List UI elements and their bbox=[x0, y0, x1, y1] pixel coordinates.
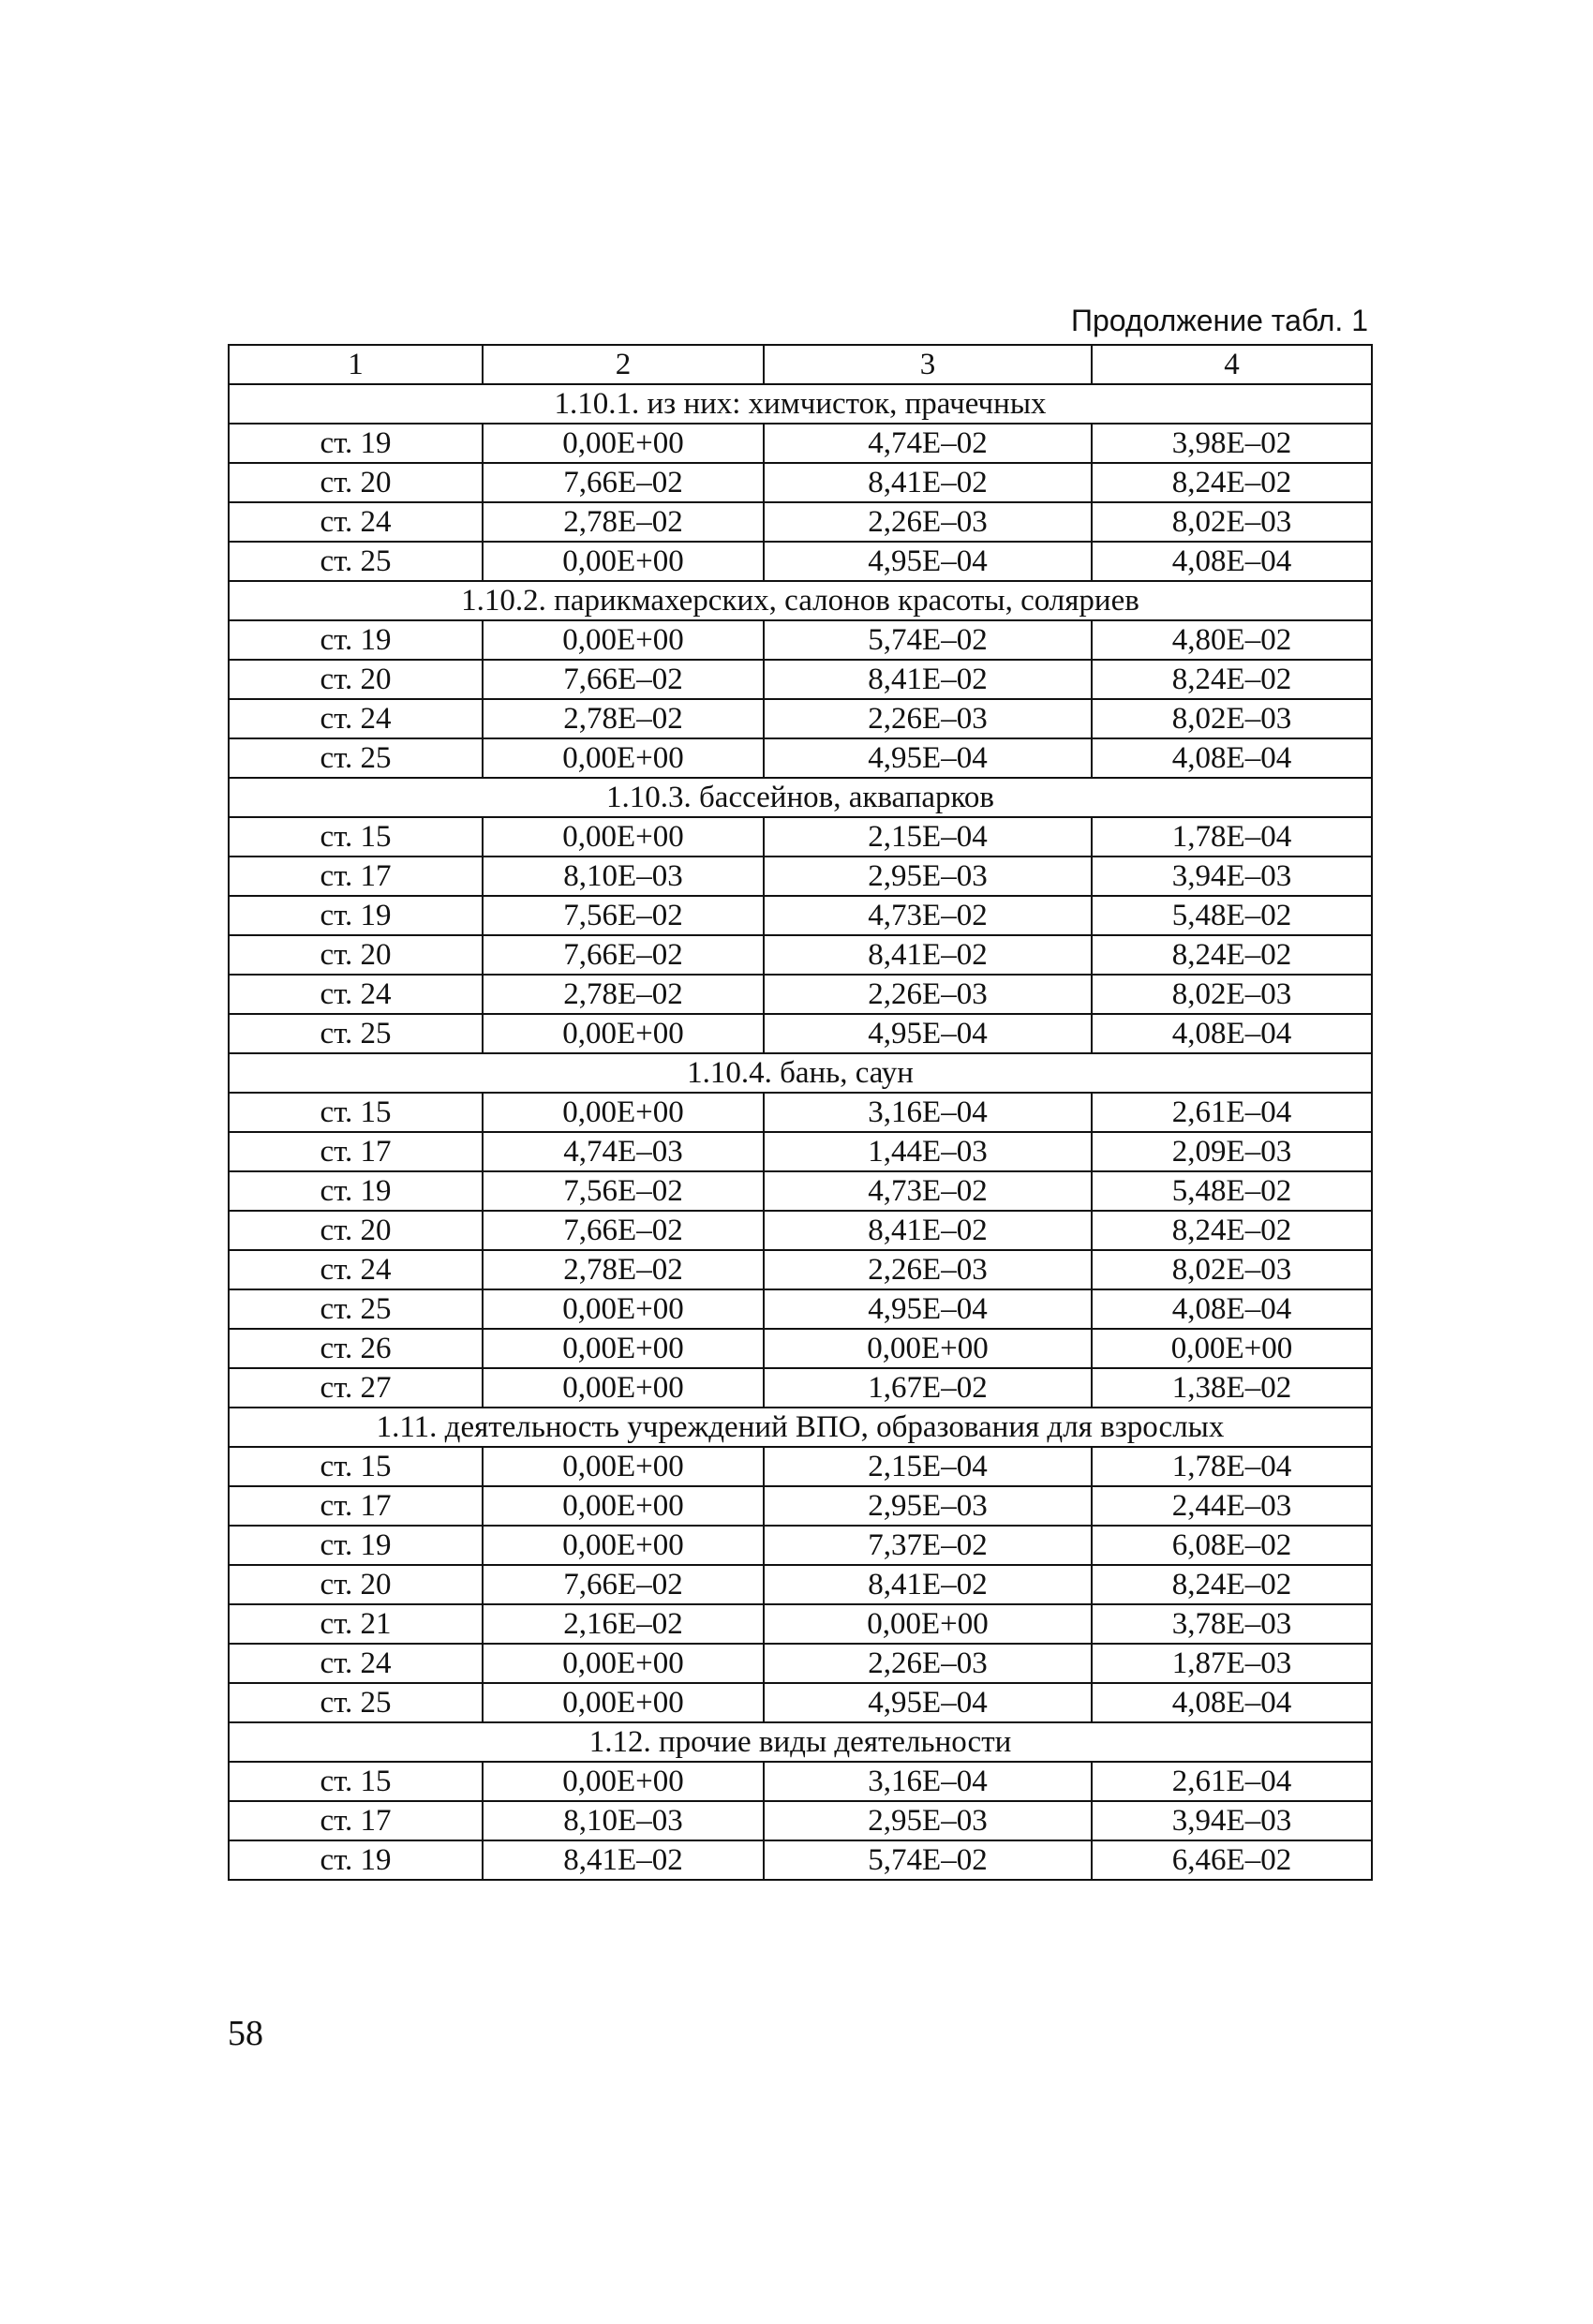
table-row bbox=[229, 857, 1372, 896]
value-cell: 3,78E–03 bbox=[1092, 1604, 1372, 1644]
value-cell: 2,61E–04 bbox=[1092, 1762, 1372, 1801]
row-label-cell: ст. 21 bbox=[229, 1604, 483, 1644]
table-row bbox=[229, 975, 1372, 1014]
table-row bbox=[229, 1447, 1372, 1486]
row-label-cell: ст. 19 bbox=[229, 1526, 483, 1565]
row-label-cell: ст. 25 bbox=[229, 1683, 483, 1722]
table-row bbox=[229, 1840, 1372, 1880]
table-row bbox=[229, 1329, 1372, 1368]
row-label-cell: ст. 24 bbox=[229, 699, 483, 738]
table-row bbox=[229, 738, 1372, 778]
value-cell: 8,10E–03 bbox=[483, 857, 764, 896]
value-cell: 4,74E–02 bbox=[764, 424, 1092, 463]
table-row bbox=[229, 1289, 1372, 1329]
row-label-cell: ст. 17 bbox=[229, 1486, 483, 1526]
row-label-cell: ст. 24 bbox=[229, 502, 483, 542]
value-cell: 2,78E–02 bbox=[483, 975, 764, 1014]
value-cell: 0,00E+00 bbox=[483, 542, 764, 581]
value-cell: 3,94E–03 bbox=[1092, 1801, 1372, 1840]
table-body bbox=[229, 345, 1372, 1880]
value-cell: 4,95E–04 bbox=[764, 542, 1092, 581]
value-cell: 0,00E+00 bbox=[483, 817, 764, 857]
table-row bbox=[229, 1250, 1372, 1289]
row-label-cell: ст. 24 bbox=[229, 975, 483, 1014]
value-cell: 0,00E+00 bbox=[483, 1368, 764, 1408]
value-cell: 0,00E+00 bbox=[483, 738, 764, 778]
row-label-cell: ст. 25 bbox=[229, 738, 483, 778]
table-row bbox=[229, 1604, 1372, 1644]
row-label-cell: ст. 20 bbox=[229, 463, 483, 502]
row-label-cell: ст. 15 bbox=[229, 1093, 483, 1132]
value-cell: 8,02E–03 bbox=[1092, 975, 1372, 1014]
value-cell: 3,98E–02 bbox=[1092, 424, 1372, 463]
table-caption: Продолжение табл. 1 bbox=[1071, 304, 1368, 337]
value-cell: 4,95E–04 bbox=[764, 1683, 1092, 1722]
value-cell: 7,66E–02 bbox=[483, 1565, 764, 1604]
value-cell: 7,66E–02 bbox=[483, 935, 764, 975]
row-label-cell: ст. 24 bbox=[229, 1250, 483, 1289]
row-label-cell: ст. 19 bbox=[229, 896, 483, 935]
row-label-cell: ст. 25 bbox=[229, 1014, 483, 1053]
value-cell: 8,41E–02 bbox=[764, 1565, 1092, 1604]
section-title: 1.12. прочие виды деятельности bbox=[229, 1722, 1372, 1762]
table-row bbox=[229, 424, 1372, 463]
row-label-cell: ст. 19 bbox=[229, 1171, 483, 1211]
row-label-cell: ст. 20 bbox=[229, 1565, 483, 1604]
value-cell: 6,08E–02 bbox=[1092, 1526, 1372, 1565]
value-cell: 8,41E–02 bbox=[483, 1840, 764, 1880]
row-label-cell: ст. 24 bbox=[229, 1644, 483, 1683]
value-cell: 4,80E–02 bbox=[1092, 620, 1372, 660]
value-cell: 0,00E+00 bbox=[483, 1526, 764, 1565]
value-cell: 3,94E–03 bbox=[1092, 857, 1372, 896]
row-label-cell: ст. 15 bbox=[229, 817, 483, 857]
section-header-row bbox=[229, 1053, 1372, 1093]
row-label-cell: ст. 19 bbox=[229, 1840, 483, 1880]
value-cell: 0,00E+00 bbox=[764, 1329, 1092, 1368]
value-cell: 3,16E–04 bbox=[764, 1093, 1092, 1132]
table-row bbox=[229, 1801, 1372, 1840]
value-cell: 0,00E+00 bbox=[483, 1644, 764, 1683]
section-title: 1.10.4. бань, саун bbox=[229, 1053, 1372, 1093]
value-cell: 4,08E–04 bbox=[1092, 1289, 1372, 1329]
table-row bbox=[229, 463, 1372, 502]
value-cell: 0,00E+00 bbox=[483, 1762, 764, 1801]
value-cell: 2,78E–02 bbox=[483, 1250, 764, 1289]
value-cell: 2,15E–04 bbox=[764, 817, 1092, 857]
value-cell: 4,08E–04 bbox=[1092, 738, 1372, 778]
value-cell: 4,74E–03 bbox=[483, 1132, 764, 1171]
column-number-cell: 1 bbox=[229, 345, 483, 384]
section-title: 1.10.3. бассейнов, аквапарков bbox=[229, 778, 1372, 817]
value-cell: 2,16E–02 bbox=[483, 1604, 764, 1644]
row-label-cell: ст. 19 bbox=[229, 620, 483, 660]
table-row bbox=[229, 1683, 1372, 1722]
value-cell: 0,00E+00 bbox=[483, 424, 764, 463]
table-row bbox=[229, 542, 1372, 581]
value-cell: 8,02E–03 bbox=[1092, 502, 1372, 542]
column-number-cell: 4 bbox=[1092, 345, 1372, 384]
table-row bbox=[229, 896, 1372, 935]
value-cell: 0,00E+00 bbox=[764, 1604, 1092, 1644]
value-cell: 2,78E–02 bbox=[483, 502, 764, 542]
value-cell: 2,78E–02 bbox=[483, 699, 764, 738]
row-label-cell: ст. 17 bbox=[229, 1132, 483, 1171]
section-header-row bbox=[229, 581, 1372, 620]
value-cell: 2,26E–03 bbox=[764, 699, 1092, 738]
value-cell: 0,00E+00 bbox=[483, 1486, 764, 1526]
row-label-cell: ст. 20 bbox=[229, 935, 483, 975]
value-cell: 8,41E–02 bbox=[764, 463, 1092, 502]
value-cell: 8,41E–02 bbox=[764, 935, 1092, 975]
value-cell: 4,95E–04 bbox=[764, 1014, 1092, 1053]
value-cell: 7,56E–02 bbox=[483, 1171, 764, 1211]
value-cell: 3,16E–04 bbox=[764, 1762, 1092, 1801]
table-row bbox=[229, 1644, 1372, 1683]
table-row bbox=[229, 502, 1372, 542]
value-cell: 7,66E–02 bbox=[483, 660, 764, 699]
value-cell: 7,66E–02 bbox=[483, 463, 764, 502]
value-cell: 1,78E–04 bbox=[1092, 1447, 1372, 1486]
row-label-cell: ст. 17 bbox=[229, 1801, 483, 1840]
table-row bbox=[229, 1526, 1372, 1565]
value-cell: 0,00E+00 bbox=[483, 1093, 764, 1132]
table-row bbox=[229, 1762, 1372, 1801]
table-row bbox=[229, 935, 1372, 975]
value-cell: 7,66E–02 bbox=[483, 1211, 764, 1250]
page-number: 58 bbox=[228, 2014, 263, 2053]
section-title: 1.10.2. парикмахерских, салонов красоты, соляриев bbox=[229, 581, 1372, 620]
value-cell: 2,44E–03 bbox=[1092, 1486, 1372, 1526]
table-row bbox=[229, 1565, 1372, 1604]
value-cell: 7,56E–02 bbox=[483, 896, 764, 935]
section-title: 1.11. деятельность учреждений ВПО, образования для взрослых bbox=[229, 1408, 1372, 1447]
value-cell: 0,00E+00 bbox=[483, 1447, 764, 1486]
table-row bbox=[229, 699, 1372, 738]
value-cell: 0,00E+00 bbox=[1092, 1329, 1372, 1368]
row-label-cell: ст. 25 bbox=[229, 1289, 483, 1329]
section-header-row bbox=[229, 1408, 1372, 1447]
value-cell: 8,02E–03 bbox=[1092, 699, 1372, 738]
value-cell: 6,46E–02 bbox=[1092, 1840, 1372, 1880]
value-cell: 5,74E–02 bbox=[764, 1840, 1092, 1880]
value-cell: 1,78E–04 bbox=[1092, 817, 1372, 857]
table-row bbox=[229, 1171, 1372, 1211]
section-header-row bbox=[229, 384, 1372, 424]
value-cell: 2,26E–03 bbox=[764, 1250, 1092, 1289]
value-cell: 5,74E–02 bbox=[764, 620, 1092, 660]
value-cell: 8,24E–02 bbox=[1092, 935, 1372, 975]
value-cell: 0,00E+00 bbox=[483, 620, 764, 660]
value-cell: 0,00E+00 bbox=[483, 1289, 764, 1329]
row-label-cell: ст. 15 bbox=[229, 1762, 483, 1801]
value-cell: 4,73E–02 bbox=[764, 896, 1092, 935]
table-row bbox=[229, 620, 1372, 660]
row-label-cell: ст. 27 bbox=[229, 1368, 483, 1408]
value-cell: 4,08E–04 bbox=[1092, 1014, 1372, 1053]
value-cell: 4,08E–04 bbox=[1092, 1683, 1372, 1722]
table-row bbox=[229, 1093, 1372, 1132]
table-row bbox=[229, 1014, 1372, 1053]
value-cell: 2,26E–03 bbox=[764, 975, 1092, 1014]
value-cell: 4,95E–04 bbox=[764, 738, 1092, 778]
row-label-cell: ст. 17 bbox=[229, 857, 483, 896]
value-cell: 2,95E–03 bbox=[764, 1486, 1092, 1526]
row-label-cell: ст. 25 bbox=[229, 542, 483, 581]
value-cell: 8,24E–02 bbox=[1092, 463, 1372, 502]
table-row bbox=[229, 1132, 1372, 1171]
value-cell: 2,15E–04 bbox=[764, 1447, 1092, 1486]
table-row bbox=[229, 1486, 1372, 1526]
value-cell: 7,37E–02 bbox=[764, 1526, 1092, 1565]
value-cell: 8,02E–03 bbox=[1092, 1250, 1372, 1289]
value-cell: 8,41E–02 bbox=[764, 660, 1092, 699]
value-cell: 8,41E–02 bbox=[764, 1211, 1092, 1250]
value-cell: 2,61E–04 bbox=[1092, 1093, 1372, 1132]
row-label-cell: ст. 19 bbox=[229, 424, 483, 463]
value-cell: 8,10E–03 bbox=[483, 1801, 764, 1840]
table-row bbox=[229, 660, 1372, 699]
value-cell: 0,00E+00 bbox=[483, 1014, 764, 1053]
value-cell: 4,95E–04 bbox=[764, 1289, 1092, 1329]
value-cell: 0,00E+00 bbox=[483, 1329, 764, 1368]
table-row bbox=[229, 1368, 1372, 1408]
value-cell: 1,87E–03 bbox=[1092, 1644, 1372, 1683]
table-row bbox=[229, 1211, 1372, 1250]
row-label-cell: ст. 26 bbox=[229, 1329, 483, 1368]
value-cell: 5,48E–02 bbox=[1092, 896, 1372, 935]
section-header-row bbox=[229, 778, 1372, 817]
value-cell: 8,24E–02 bbox=[1092, 660, 1372, 699]
value-cell: 1,44E–03 bbox=[764, 1132, 1092, 1171]
value-cell: 2,95E–03 bbox=[764, 857, 1092, 896]
section-title: 1.10.1. из них: химчисток, прачечных bbox=[229, 384, 1372, 424]
column-number-cell: 3 bbox=[764, 345, 1092, 384]
value-cell: 8,24E–02 bbox=[1092, 1211, 1372, 1250]
value-cell: 8,24E–02 bbox=[1092, 1565, 1372, 1604]
row-label-cell: ст. 20 bbox=[229, 1211, 483, 1250]
value-cell: 0,00E+00 bbox=[483, 1683, 764, 1722]
column-number-row bbox=[229, 345, 1372, 384]
value-cell: 2,95E–03 bbox=[764, 1801, 1092, 1840]
value-cell: 4,73E–02 bbox=[764, 1171, 1092, 1211]
value-cell: 1,67E–02 bbox=[764, 1368, 1092, 1408]
row-label-cell: ст. 20 bbox=[229, 660, 483, 699]
value-cell: 2,09E–03 bbox=[1092, 1132, 1372, 1171]
row-label-cell: ст. 15 bbox=[229, 1447, 483, 1486]
value-cell: 5,48E–02 bbox=[1092, 1171, 1372, 1211]
column-number-cell: 2 bbox=[483, 345, 764, 384]
value-cell: 4,08E–04 bbox=[1092, 542, 1372, 581]
value-cell: 2,26E–03 bbox=[764, 502, 1092, 542]
data-table bbox=[228, 344, 1373, 1881]
table-row bbox=[229, 817, 1372, 857]
value-cell: 1,38E–02 bbox=[1092, 1368, 1372, 1408]
value-cell: 2,26E–03 bbox=[764, 1644, 1092, 1683]
section-header-row bbox=[229, 1722, 1372, 1762]
